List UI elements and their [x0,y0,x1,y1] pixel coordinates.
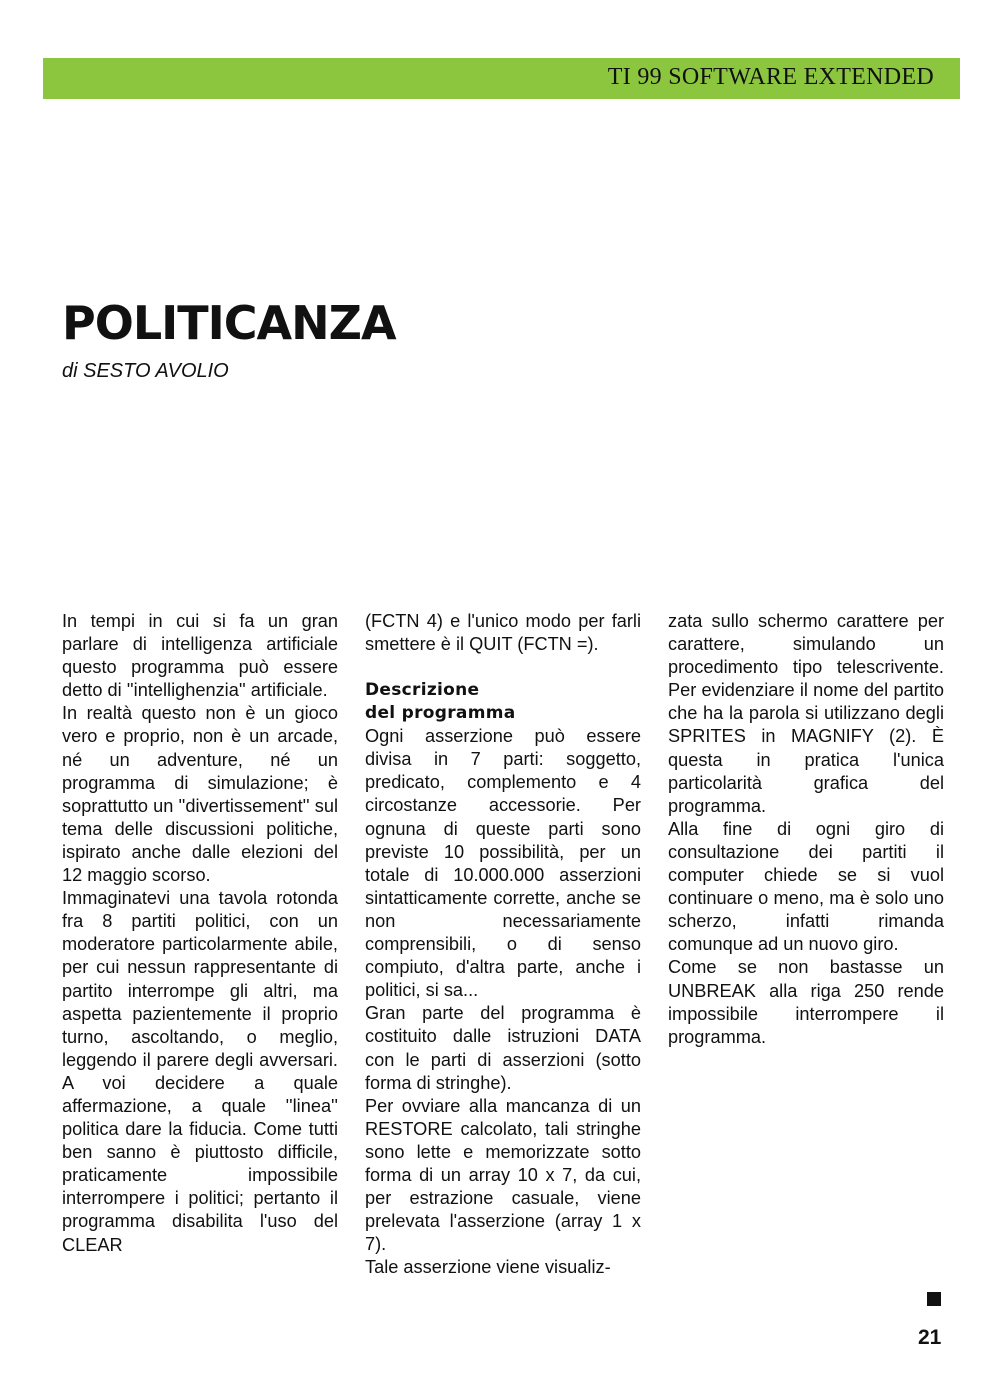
paragraph: Alla fine di ogni giro di consultazione dei partiti il computer chiede se si vuol continuare o meno, ma è solo uno scherzo, infatti rimanda comunque ad un nuovo giro. [668,818,944,955]
paragraph: Per ovviare alla mancanza di un RESTORE calcolato, tali stringhe sono lette e memorizzate sotto forma di un array 10 x 7, da cui, per estrazione casuale, viene prelevata l'asserzione (array 1 x 7). [365,1095,641,1255]
column-2 [365,610,641,1279]
section-heading-line: del programma [365,703,516,724]
running-header: TI 99 SOFTWARE EXTENDED [607,64,934,90]
page-number: 21 [918,1326,942,1349]
paragraph: (FCTN 4) e l'unico modo per farli smettere è il QUIT (FCTN =). [365,611,641,655]
paragraph: Immaginatevi una tavola rotonda fra 8 partiti politici, con un moderatore particolarmente abile, per cui nessun rappresentante di partito interrompe gli altri, ma aspetta pazientemente il proprio turno, ascoltando, o meglio, leggendo il parere degli avversari. A voi decidere a quale affermazione, a quale ''linea'' politica dare la fiducia. Come tutti ben sanno è piuttosto difficile, praticamente impossibile interrompere i politici; pertanto il programma disabilita l'uso del CLEAR [62,888,338,1255]
paragraph: Come se non bastasse un UNBREAK alla riga 250 rende impossibile interrompere il programma. [668,957,944,1047]
article-author: di SESTO AVOLIO [62,360,229,382]
article-title: POLITICANZA [62,296,396,350]
end-of-article-mark [927,1292,941,1306]
paragraph: In tempi in cui si fa un gran parlare di intelligenza artificiale questo programma può essere detto di ''intellighenzia'' artificiale. [62,611,338,701]
paragraph: zata sullo schermo carattere per carattere, simulando un procedimento tipo telescrivente. Per evidenziare il nome del partito che ha la parola si utilizzano degli SPRITES in MAGNIFY (2). È questa in pratica l'unica particolarità grafica del programma. [668,611,944,816]
section-heading [365,679,641,725]
paragraph: Ogni asserzione può essere divisa in 7 parti: soggetto, predicato, complemento e 4 circostanze accessorie. Per ognuna di queste parti sono previste 10 possibilità, per un totale di 10.000.000 asserzioni sintatticamente corrette, anche se non necessariamente comprensibili, o di senso compiuto, d'altra parte, anche i politici, si sa... [365,726,641,1001]
column-1 [62,610,338,1257]
paragraph: Gran parte del programma è costituito dalle istruzioni DATA con le parti di asserzioni (sotto forma di stringhe). [365,1003,641,1093]
paragraph: Tale asserzione viene visualiz- [365,1257,611,1278]
paragraph: In realtà questo non è un gioco vero e proprio, non è un arcade, né un adventure, né un programma di simulazione; è soprattutto un ''divertissement'' sul tema delle discussioni politiche, ispirato anche dalle elezioni del 12 maggio scorso. [62,703,338,886]
section-heading-line: Descrizione [365,680,480,701]
column-3 [668,610,944,1049]
header-bar [43,58,960,99]
